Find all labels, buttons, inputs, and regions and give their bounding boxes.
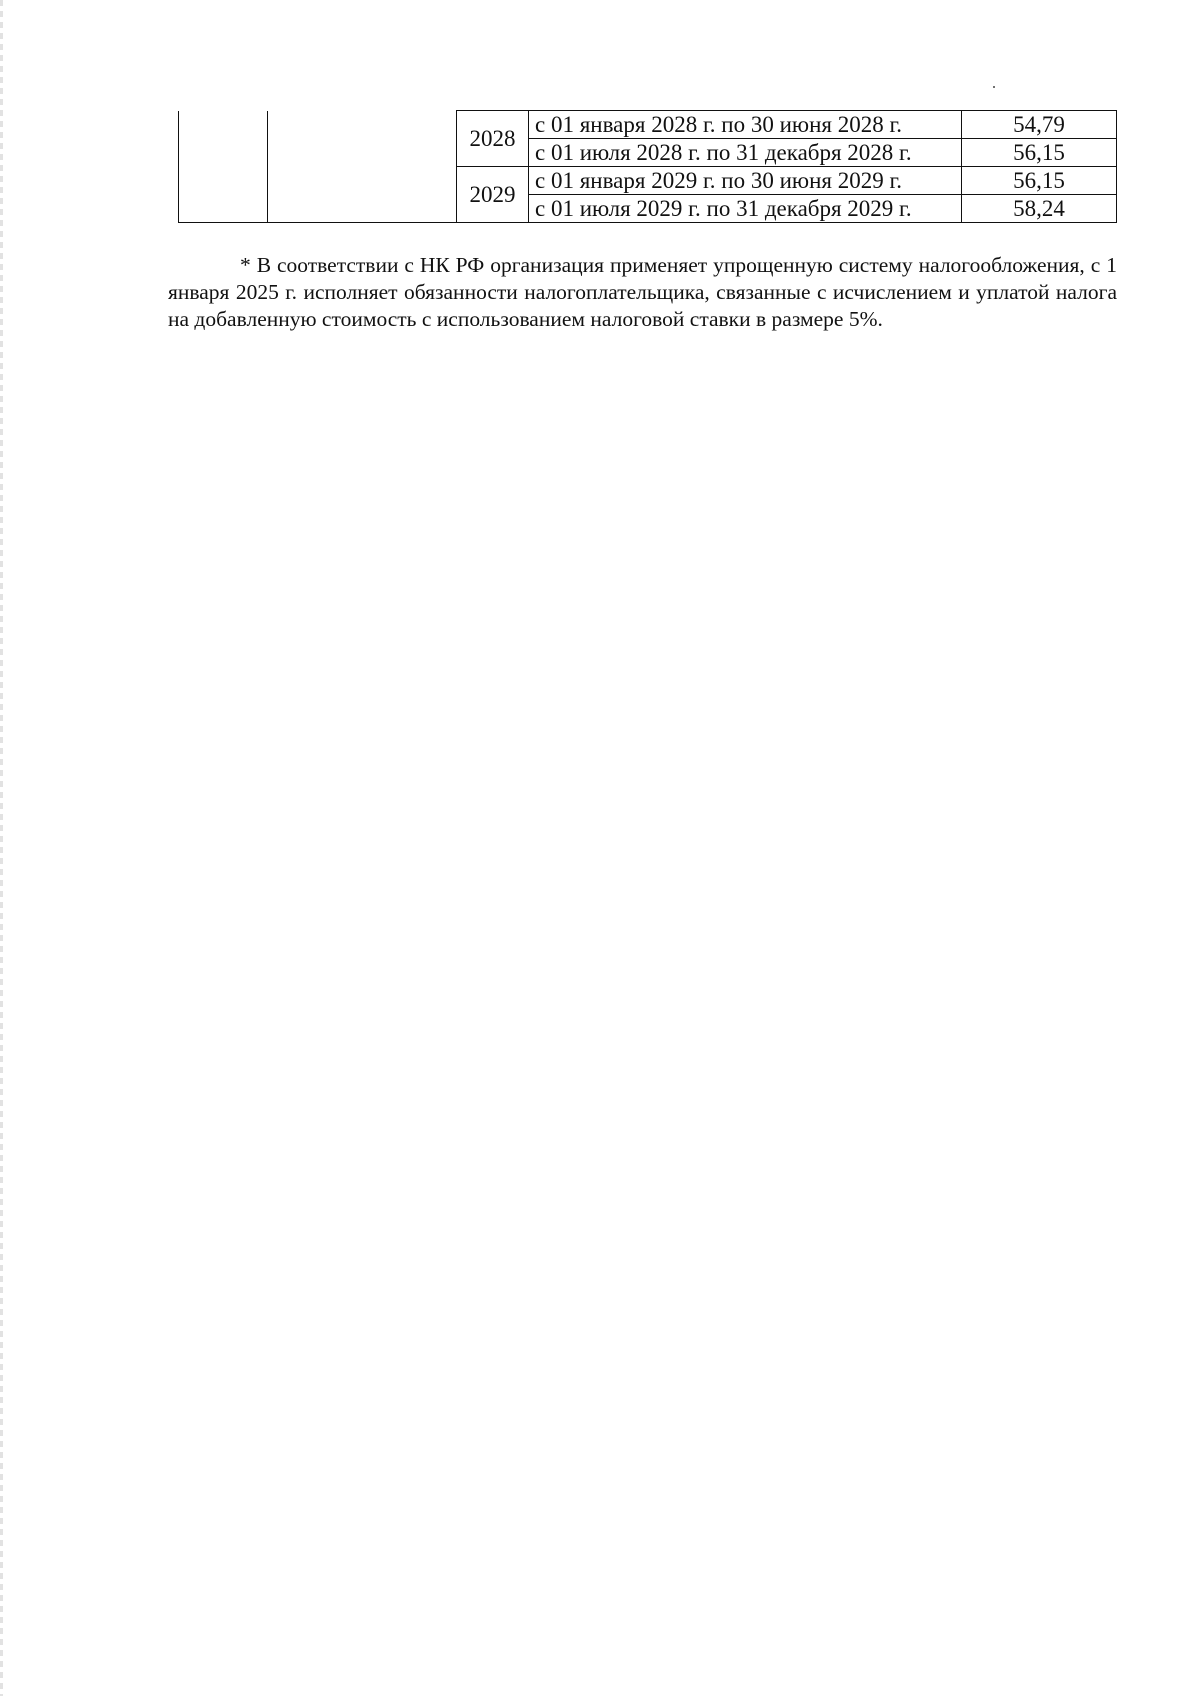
value-cell: 54,79 — [962, 111, 1117, 139]
scan-speck — [993, 86, 995, 88]
year-cell: 2028 — [457, 111, 529, 167]
value-cell: 56,15 — [962, 139, 1117, 167]
period-cell: с 01 января 2028 г. по 30 июня 2028 г. — [529, 111, 962, 139]
year-cell: 2029 — [457, 167, 529, 223]
period-cell: с 01 июля 2029 г. по 31 декабря 2029 г. — [529, 195, 962, 223]
empty-cell — [179, 111, 268, 223]
value-cell: 58,24 — [962, 195, 1117, 223]
table-row — [179, 111, 1117, 139]
footnote-text: * В соответствии с НК РФ организация применяет упрощенную систему налогообложения, с 1 января 2025 г. исполняет обязанности налогоплательщика, связанные с исчислением и уплатой налога на добавленную стоимость с использованием налоговой ставки в размере 5%. — [168, 253, 1117, 331]
period-cell: с 01 января 2029 г. по 30 июня 2029 г. — [529, 167, 962, 195]
scan-edge-artifact — [0, 0, 3, 1696]
period-cell: с 01 июля 2028 г. по 31 декабря 2028 г. — [529, 139, 962, 167]
value-cell: 56,15 — [962, 167, 1117, 195]
empty-cell — [268, 111, 457, 223]
tariff-table — [178, 110, 1117, 223]
